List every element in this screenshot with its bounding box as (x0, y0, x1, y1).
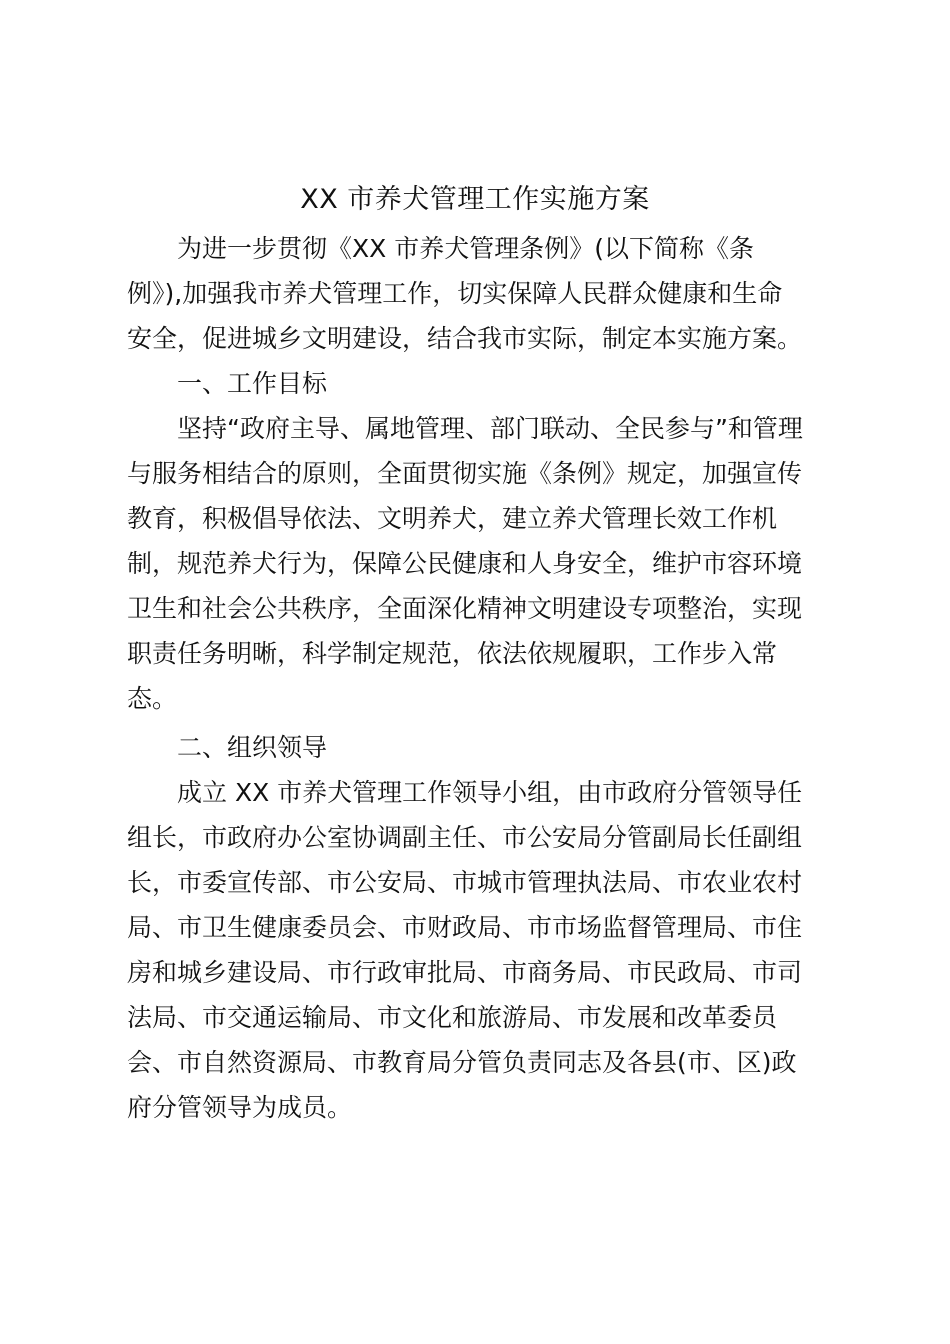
section2-line-7: 会、市自然资源局、市教育局分管负责同志及各县(市、区)政 (127, 1048, 797, 1077)
section1-line-5: 卫生和社会公共秩序，全面深化精神文明建设专项整治，实现 (127, 594, 803, 623)
section2-heading: 二、组织领导 (177, 733, 328, 762)
section1-line-7: 态。 (127, 684, 178, 713)
section1-heading: 一、工作目标 (177, 369, 328, 398)
section1-line-3: 教育，积极倡导依法、文明养犬，建立养犬管理长效工作机 (127, 504, 778, 533)
section2-line-2: 组长，市政府办公室协调副主任、市公安局分管副局长任副组 (127, 823, 803, 852)
section1-line-6: 职责任务明晰，科学制定规范，依法依规履职，工作步入常 (127, 639, 778, 668)
section2-line-1: 成立 XX 市养犬管理工作领导小组，由市政府分管领导任 (177, 778, 803, 807)
intro-line-2: 例》),加强我市养犬管理工作，切实保障人民群众健康和生命 (127, 279, 783, 308)
document-body (127, 226, 822, 1130)
section1-line-2: 与服务相结合的原则，全面贯彻实施《条例》规定，加强宣传 (127, 459, 803, 488)
section2-line-3: 长，市委宣传部、市公安局、市城市管理执法局、市农业农村 (127, 868, 803, 897)
section1-line-1: 坚持“政府主导、属地管理、部门联动、全民参与”和管理 (177, 414, 803, 443)
intro-line-1: 为进一步贯彻《XX 市养犬管理条例》(以下简称《条 (177, 234, 754, 263)
section2-line-5: 房和城乡建设局、市行政审批局、市商务局、市民政局、市司 (127, 958, 803, 987)
page-title: XX 市养犬管理工作实施方案 (300, 184, 650, 215)
section1-line-4: 制，规范养犬行为，保障公民健康和人身安全，维护市容环境 (127, 549, 803, 578)
section2-line-6: 法局、市交通运输局、市文化和旅游局、市发展和改革委员 (127, 1003, 778, 1032)
section2-line-4: 局、市卫生健康委员会、市财政局、市市场监督管理局、市住 (127, 913, 803, 942)
section2-line-8: 府分管领导为成员。 (127, 1093, 353, 1122)
intro-line-3: 安全，促进城乡文明建设，结合我市实际，制定本实施方案。 (127, 324, 803, 353)
